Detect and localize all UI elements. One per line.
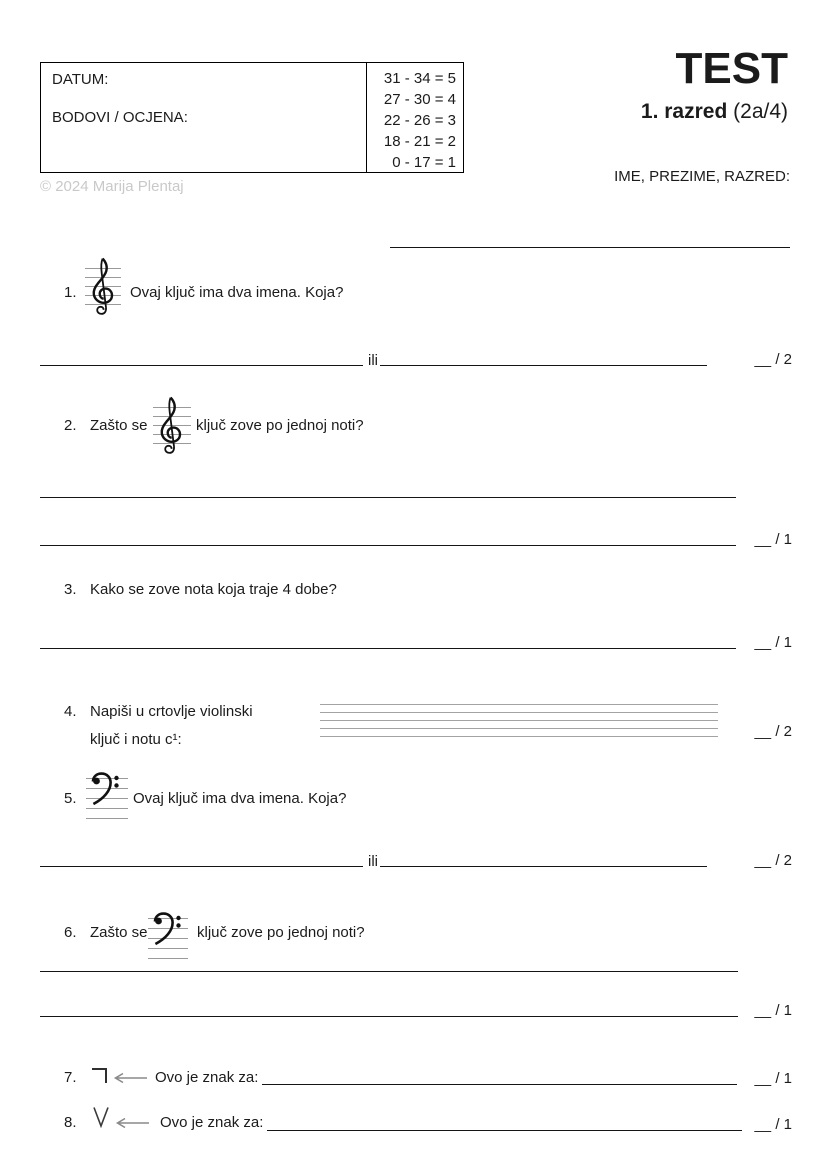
question-text-line2: ključ i notu c¹: [90, 731, 182, 748]
page-title: TEST [675, 44, 788, 93]
grading-scale [368, 68, 456, 173]
down-bow-icon [92, 1068, 107, 1083]
question-number: 5. [64, 790, 77, 807]
answer-line [380, 866, 707, 867]
question-number: 6. [64, 924, 77, 941]
subtitle-version: (2a/4) [733, 100, 788, 123]
points-label: __ / 2 [754, 852, 792, 869]
answer-line [40, 648, 736, 649]
points-label: __ / 1 [754, 531, 792, 548]
answer-line [40, 1016, 738, 1017]
points-label: __ / 1 [754, 1070, 792, 1087]
name-answer-line [390, 247, 790, 248]
answer-line [262, 1084, 737, 1085]
page-subtitle [641, 100, 788, 124]
question-text: Ovo je znak za: [155, 1069, 259, 1086]
question-number: 3. [64, 581, 77, 598]
question-text-line1: Napiši u crtovlje violinski [90, 703, 253, 720]
answer-line [40, 365, 363, 366]
points-label: __ / 2 [754, 351, 792, 368]
answer-line [267, 1130, 742, 1131]
bass-clef-icon [152, 912, 184, 952]
subtitle-grade: 1. razred [640, 100, 728, 123]
question-number: 2. [64, 417, 77, 434]
points-label: __ / 1 [754, 1002, 792, 1019]
question-text: Ovaj ključ ima dva imena. Koja? [130, 284, 344, 301]
question-number: 1. [64, 284, 77, 301]
treble-clef-icon [156, 396, 184, 458]
grading-scale-row: 0 - 17 = 1 [392, 154, 456, 171]
staff-for-writing [320, 704, 718, 738]
question-text: Ovaj ključ ima dva imena. Koja? [133, 790, 347, 807]
info-box-divider [366, 62, 367, 173]
up-bow-icon [90, 1106, 112, 1128]
question-text: Ovo je znak za: [160, 1114, 264, 1131]
left-arrow-icon [112, 1072, 148, 1084]
answer-line [380, 365, 707, 366]
or-label: ili [368, 352, 378, 369]
question-text: Kako se zove nota koja traje 4 dobe? [90, 581, 337, 598]
or-label: ili [368, 853, 378, 870]
name-label: IME, PREZIME, RAZRED: [614, 168, 790, 185]
question-text-before: Zašto se [90, 417, 148, 434]
points-label: __ / 1 [754, 1116, 792, 1133]
question-text-before: Zašto se [90, 924, 148, 941]
score-label: BODOVI / OCJENA: [52, 109, 188, 126]
bass-clef-icon [90, 772, 122, 812]
points-label: __ / 1 [754, 634, 792, 651]
grading-scale-row: 27 - 30 = 4 [383, 91, 456, 108]
treble-clef-icon [88, 257, 116, 319]
grading-scale-row: 18 - 21 = 2 [383, 133, 456, 150]
left-arrow-icon [114, 1117, 150, 1129]
question-text-after: ključ zove po jednoj noti? [197, 924, 365, 941]
date-label: DATUM: [52, 71, 109, 88]
question-number: 4. [64, 703, 77, 720]
grading-scale-row: 31 - 34 = 5 [383, 70, 456, 87]
question-text-after: ključ zove po jednoj noti? [196, 417, 364, 434]
answer-line [40, 545, 736, 546]
answer-line [40, 497, 736, 498]
question-number: 7. [64, 1069, 77, 1086]
question-number: 8. [64, 1114, 77, 1131]
answer-line [40, 866, 363, 867]
grading-scale-row: 22 - 26 = 3 [383, 112, 456, 129]
points-label: __ / 2 [754, 723, 792, 740]
answer-line [40, 971, 738, 972]
copyright-watermark: © 2024 Marija Plentaj [40, 178, 184, 195]
